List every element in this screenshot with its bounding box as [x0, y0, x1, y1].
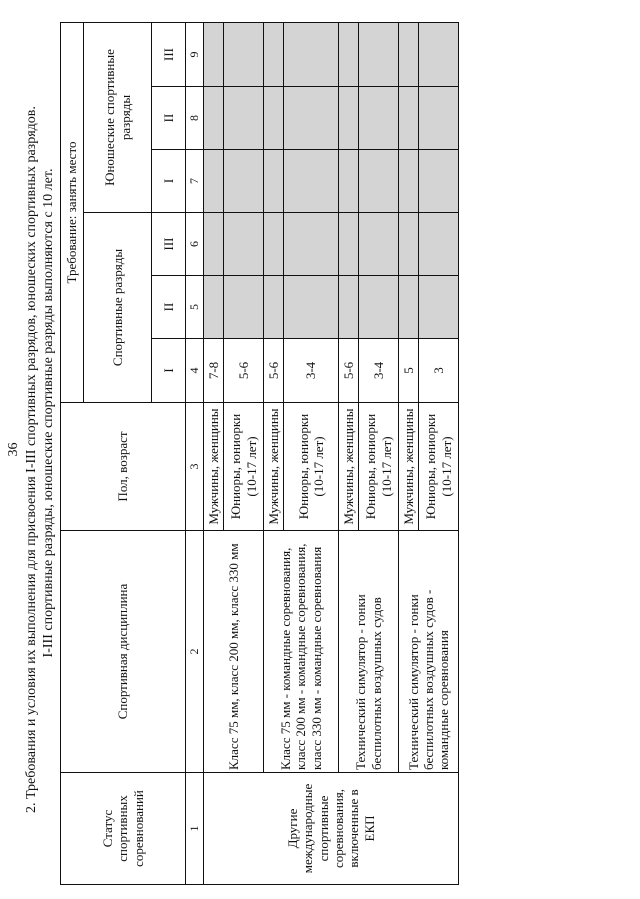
empty-cell: [204, 150, 224, 213]
empty-cell: [224, 150, 264, 213]
col-num-3: 3: [186, 403, 204, 531]
empty-cell: [399, 22, 419, 86]
gender-age-cell: Мужчины, женщины: [339, 403, 359, 531]
empty-cell: [284, 276, 339, 339]
empty-cell: [359, 87, 399, 150]
empty-cell: [284, 87, 339, 150]
empty-cell: [399, 276, 419, 339]
discipline-cell: Класс 75 мм - командные соревнования, класс 200 мм - командные соревнования, класс 330 мм - командные соревнования: [264, 531, 339, 773]
empty-cell: [339, 87, 359, 150]
header-sport-ranks: Спортивные разряды: [84, 213, 152, 403]
empty-cell: [264, 276, 284, 339]
table-row: [399, 22, 419, 884]
empty-cell: [204, 276, 224, 339]
header-sport-rank-iii: III: [152, 213, 186, 276]
empty-cell: [224, 276, 264, 339]
empty-cell: [399, 213, 419, 276]
header-youth-rank-i: I: [152, 150, 186, 213]
table-caption-line-1: 2. Требования и условия их выполнения для присвоения I-III спортивных разрядов, юношеских спортивных разрядов.: [24, 106, 39, 813]
gender-age-cell: Мужчины, женщины: [399, 403, 419, 531]
header-row-1: [61, 22, 84, 884]
page-number: 36: [6, 442, 21, 457]
empty-cell: [419, 276, 459, 339]
empty-cell: [264, 150, 284, 213]
empty-cell: [204, 213, 224, 276]
sport-rank-i-cell: 5-6: [339, 339, 359, 403]
header-requirement: Требование: занять место: [61, 22, 84, 402]
empty-cell: [399, 150, 419, 213]
col-num-7: 7: [186, 150, 204, 213]
col-num-1: 1: [186, 773, 204, 885]
gender-age-cell: Юниоры, юниорки (10-17 лет): [224, 403, 264, 531]
gender-age-cell: Юниоры, юниорки (10-17 лет): [284, 403, 339, 531]
empty-cell: [419, 150, 459, 213]
col-num-8: 8: [186, 87, 204, 150]
empty-cell: [339, 276, 359, 339]
empty-cell: [419, 213, 459, 276]
empty-cell: [204, 87, 224, 150]
empty-cell: [419, 22, 459, 86]
empty-cell: [359, 22, 399, 86]
status-cell: Другие международные спортивные соревнования, включенные в ЕКП: [204, 773, 459, 885]
empty-cell: [284, 22, 339, 86]
empty-cell: [339, 22, 359, 86]
empty-cell: [224, 22, 264, 86]
empty-cell: [264, 22, 284, 86]
requirements-table: [60, 22, 459, 885]
gender-age-cell: Юниоры, юниорки (10-17 лет): [359, 403, 399, 531]
empty-cell: [264, 87, 284, 150]
empty-cell: [264, 213, 284, 276]
empty-cell: [339, 213, 359, 276]
col-num-9: 9: [186, 22, 204, 86]
gender-age-cell: Мужчины, женщины: [204, 403, 224, 531]
gender-age-cell: Юниоры, юниорки (10-17 лет): [419, 403, 459, 531]
sport-rank-i-cell: 5: [399, 339, 419, 403]
table-caption-line-2: I-III спортивные разряды, юношеские спортивные разряды выполняются с 10 лет.: [41, 168, 56, 658]
empty-cell: [224, 213, 264, 276]
sport-rank-i-cell: 3-4: [284, 339, 339, 403]
empty-cell: [419, 87, 459, 150]
sport-rank-i-cell: 3-4: [359, 339, 399, 403]
header-youth-rank-ii: II: [152, 87, 186, 150]
empty-cell: [284, 213, 339, 276]
table-row: [264, 22, 284, 884]
empty-cell: [224, 87, 264, 150]
empty-cell: [284, 150, 339, 213]
header-gender-age: Пол, возраст: [61, 403, 186, 531]
empty-cell: [339, 150, 359, 213]
table-row: [204, 22, 224, 884]
empty-cell: [359, 213, 399, 276]
empty-cell: [204, 22, 224, 86]
table-row: [339, 22, 359, 884]
col-num-4: 4: [186, 339, 204, 403]
header-sport-rank-i: I: [152, 339, 186, 403]
header-sport-rank-ii: II: [152, 276, 186, 339]
discipline-cell: Технический симулятор - гонки беспилотных воздушных судов - командные соревнования: [399, 531, 459, 773]
col-num-5: 5: [186, 276, 204, 339]
col-num-6: 6: [186, 213, 204, 276]
header-status: Статус спортивных соревнований: [61, 773, 186, 885]
empty-cell: [399, 87, 419, 150]
header-youth-rank-iii: III: [152, 22, 186, 86]
column-number-row: [186, 22, 204, 884]
header-discipline: Спортивная дисциплина: [61, 531, 186, 773]
discipline-cell: Класс 75 мм, класс 200 мм, класс 330 мм: [204, 531, 264, 773]
sport-rank-i-cell: 5-6: [224, 339, 264, 403]
sport-rank-i-cell: 5-6: [264, 339, 284, 403]
col-num-2: 2: [186, 531, 204, 773]
discipline-cell: Технический симулятор - гонки беспилотных воздушных судов: [339, 531, 399, 773]
empty-cell: [359, 276, 399, 339]
header-youth-ranks: Юношеские спортивные разряды: [84, 22, 152, 212]
gender-age-cell: Мужчины, женщины: [264, 403, 284, 531]
empty-cell: [359, 150, 399, 213]
sport-rank-i-cell: 7-8: [204, 339, 224, 403]
sport-rank-i-cell: 3: [419, 339, 459, 403]
